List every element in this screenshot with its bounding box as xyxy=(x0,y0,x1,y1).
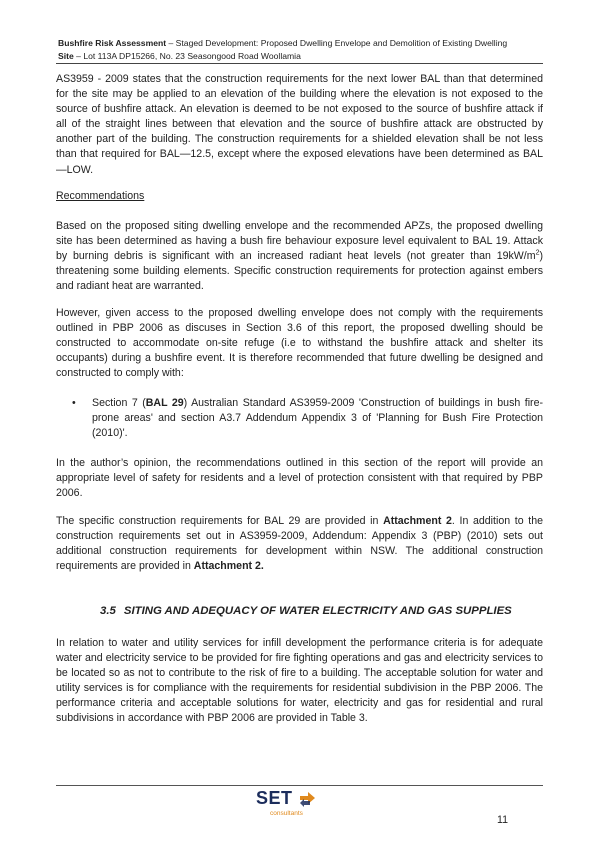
running-header xyxy=(58,37,541,62)
recommendations-heading xyxy=(56,189,543,204)
header-site-label: Site xyxy=(58,50,74,61)
logo-subtitle: consultants xyxy=(270,810,303,817)
bullet-text-a: Section 7 ( xyxy=(92,397,146,409)
header-report-title: Bushfire Risk Assessment xyxy=(58,38,167,48)
paragraph-req-text-b: . In addition to the construction requirements set out in AS3959-2009, Addendum: Appendix 3 (PBP) (2010) sets out additional construction requirements for development within NSW. The additional construction requirements are provided in xyxy=(56,515,543,573)
header-line-2 xyxy=(58,50,541,63)
attachment-2-reference-2: Attachment 2. xyxy=(193,560,264,573)
bullet-icon: • xyxy=(72,397,76,409)
superscript-2: 2 xyxy=(535,249,540,257)
set-arrows-icon xyxy=(298,789,318,809)
paragraph-construction-requirements xyxy=(56,514,543,574)
attachment-2-reference: Attachment 2 xyxy=(383,515,452,527)
header-project-description: – Staged Development: Proposed Dwelling Envelope and Demolition of Existing Dwelling xyxy=(166,38,508,48)
paragraph-as3959-elevation: AS3959 - 2009 states that the construction requirements for the next lower BAL than that determined for the site may be applied to an elevation of the building where the elevation is not exposed to the source of bushfire attack. An elevation is deemed to be not exposed to the source of bushfire attack if all of the straight lines between that elevation and the source of bushfire attack are obstructed by another part of the building. The construction requirements for a shielded elevation shall be not less than that required for BAL—12.5, except where the exposed elevations have been determined as BAL—LOW. xyxy=(56,73,543,176)
footer-divider xyxy=(56,785,543,786)
header-site-address: – Lot 113A DP15266, No. 23 Seasongood Road Woollamia xyxy=(73,50,301,61)
paragraph-author-opinion: In the author’s opinion, the recommendations outlined in this section of the report will provide an appropriate level of safety for residents and a level of protection consistent with that required by PBP 2006. xyxy=(56,457,543,500)
section-title: SITING AND ADEQUACY OF WATER ELECTRICITY AND GAS SUPPLIES xyxy=(123,605,512,617)
page-number: 11 xyxy=(497,814,508,826)
logo-text: SET xyxy=(256,788,293,808)
paragraph-onsite-refuge: However, given access to the proposed dwelling envelope does not comply with the requirements outlined in PBP 2006 as discuses in Section 3.6 of this report, the proposed dwelling should be constructed to accommodate on-site refuge (i.e to withstand the bushfire attack and shelter its occupants) during a bushfire event. It is therefore recommended that future dwelling be designed and constructed to comply with: xyxy=(56,307,543,380)
header-line-1 xyxy=(58,37,541,50)
recommendations-heading-text: Recommendations xyxy=(56,190,145,202)
paragraph-bal-determination xyxy=(56,219,543,294)
header-divider xyxy=(56,63,543,64)
bullet-text xyxy=(92,396,543,441)
set-consultants-logo xyxy=(252,788,322,824)
paragraph-utility-services: In relation to water and utility services for infill development the performance criteria is for adequate water and electricity service to be provided for fire fighting operations and gas and electricity services to be located so as not to contribute to the risk of fire to a building. The acceptable solution for water and utility services is for compliance with the requirements for residential subdivision in the PBP 2006. The performance criteria and acceptable solutions for water, electricity and gas for residential and rural subdivisions in accordance with PBP 2006 are provided in Table 3. xyxy=(56,637,543,725)
section-number: 3.5 xyxy=(100,605,116,617)
section-heading-3-5 xyxy=(100,603,543,619)
bullet-bal-29: BAL 29 xyxy=(145,397,184,409)
bullet-text-b: ) Australian Standard AS3959-2009 'Construction of buildings in bush fire-prone areas' and section A3.7 Addendum Appendix 3 of 'Planning for Bush Fire Protection (2010)'. xyxy=(92,397,543,440)
paragraph-bal-text-a: Based on the proposed siting dwelling envelope and the recommended APZs, the proposed dwelling site has been determined as having a bush fire behaviour exposure level equivalent to BAL 19. Attack by burning debris is significant with an increased radiant heat levels (not greater than 19kW/m xyxy=(56,220,543,263)
paragraph-bal-text-b: ) threatening some building elements. Specific construction requirements for protection against embers and radiant heat are warranted. xyxy=(56,250,543,293)
paragraph-req-text-a: The specific construction requirements for BAL 29 are provided in xyxy=(56,515,384,527)
